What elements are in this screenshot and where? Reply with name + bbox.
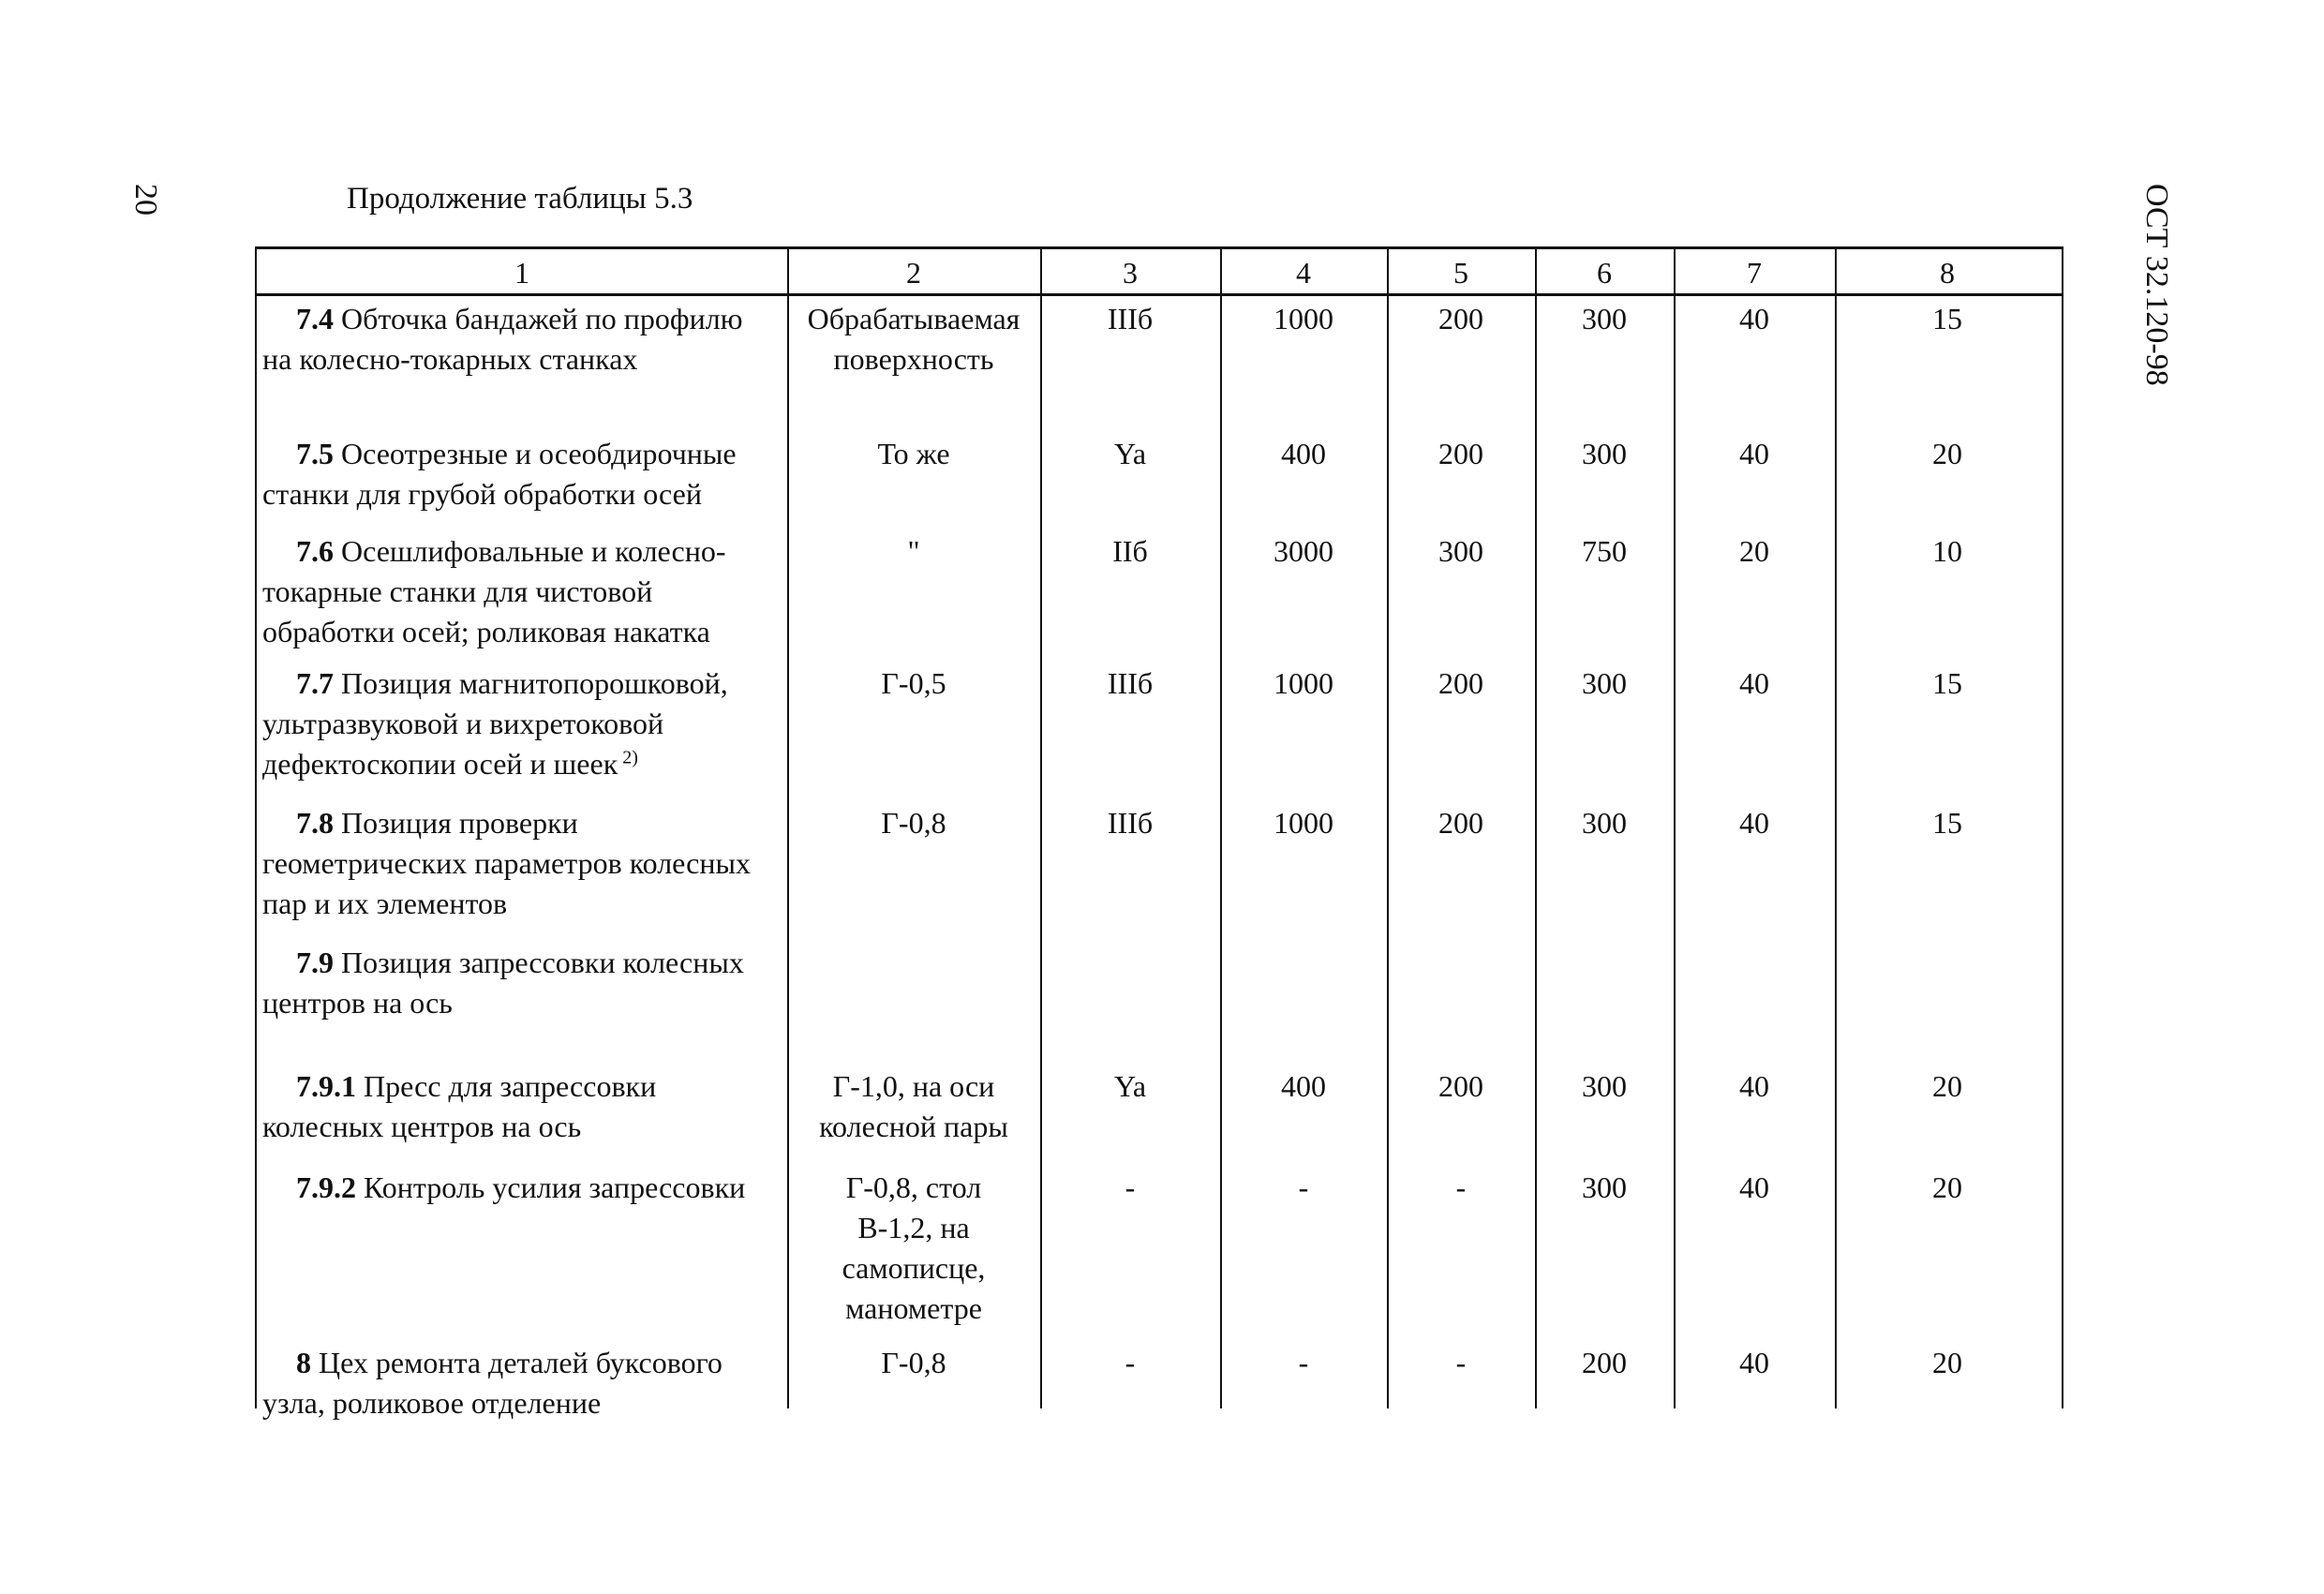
- column-header: 4: [1296, 256, 1311, 290]
- column-header: 3: [1123, 256, 1138, 290]
- value-cell-c3: IIб: [1112, 534, 1148, 568]
- row-description: 7.9.2 Контроль усилия запрессовки: [296, 1170, 746, 1204]
- value-cell-c7: 40: [1739, 666, 1769, 700]
- value-cell-c4: 400: [1281, 437, 1326, 470]
- row-description: 7.7 Позиция магнитопорошковой, ультразвуковой и вихретоковой дефектоскопии осей и шеек $^{2)}$: [262, 666, 728, 781]
- value-cell-c8: 20: [1932, 1069, 1962, 1103]
- value-cell-c4: 1000: [1274, 806, 1333, 840]
- item-number: 7.9: [296, 946, 334, 979]
- table-header: [257, 249, 2062, 296]
- lighting-plane: Г-0,8: [881, 806, 946, 840]
- value-cell-c6: 300: [1582, 1069, 1627, 1103]
- lighting-plane: Г-0,8, стол В-1,2, на самописце, манометре: [842, 1170, 986, 1325]
- value-cell-c8: 15: [1932, 806, 1962, 840]
- value-cell-c6: 300: [1582, 1170, 1627, 1204]
- footnote-marker: 2): [618, 747, 638, 768]
- column-header: 2: [906, 256, 921, 290]
- lighting-plane: Г-0,5: [881, 666, 946, 700]
- row-description: 8 Цех ремонта деталей буксового узла, роликовое отделение: [262, 1346, 723, 1420]
- lighting-plane: Обрабатываемая поверхность: [807, 302, 1020, 376]
- value-cell-c8: 20: [1932, 1170, 1962, 1204]
- value-cell-c3: Ya: [1113, 437, 1147, 470]
- item-number: 7.8: [296, 806, 334, 840]
- value-cell-c5: 200: [1438, 666, 1483, 700]
- item-number: 7.9.1: [296, 1069, 356, 1103]
- item-number: 7.9.2: [296, 1170, 356, 1204]
- value-cell-c8: 10: [1932, 534, 1962, 568]
- value-cell-c5: -: [1455, 1170, 1467, 1204]
- value-cell-c4: -: [1298, 1170, 1309, 1204]
- value-cell-c7: 40: [1739, 806, 1769, 840]
- value-cell-c3: IIIб: [1107, 666, 1154, 700]
- item-number: 7.6: [296, 534, 334, 568]
- lighting-plane: Г-1,0, на оси колесной пары: [819, 1069, 1008, 1143]
- value-cell-c7: 40: [1739, 302, 1769, 335]
- value-cell-c7: 40: [1739, 1069, 1769, 1103]
- row-description: 7.8 Позиция проверки геометрических параметров колесных пар и их элементов: [262, 806, 751, 920]
- value-cell-c6: 300: [1582, 437, 1627, 470]
- table-caption: Продолжение таблицы 5.3: [347, 182, 693, 216]
- lighting-plane: Г-0,8: [881, 1346, 946, 1379]
- value-cell-c3: IIIб: [1107, 302, 1154, 335]
- lighting-plane: ": [907, 534, 920, 568]
- value-cell-c5: 200: [1438, 302, 1483, 335]
- row-description: 7.9.1 Пресс для запрессовки колесных центров на ось: [262, 1069, 657, 1143]
- value-cell-c4: 3000: [1274, 534, 1333, 568]
- row-description: 7.9 Позиция запрессовки колесных центров на ось: [262, 946, 744, 1020]
- value-cell-c4: 1000: [1274, 302, 1333, 335]
- column-header: 6: [1597, 256, 1612, 290]
- column-header: 5: [1453, 256, 1468, 290]
- value-cell-c8: 15: [1932, 666, 1962, 700]
- value-cell-c3: -: [1125, 1346, 1136, 1379]
- value-cell-c5: 300: [1438, 534, 1483, 568]
- row-description: 7.5 Осеотрезные и осеобдирочные станки для грубой обработки осей: [262, 437, 737, 511]
- row-description: 7.6 Осешлифовальные и колесно- токарные станки для чистовой обработки осей; роликовая накатка: [262, 534, 726, 648]
- value-cell-c5: 200: [1438, 1069, 1483, 1103]
- value-cell-c6: 750: [1582, 534, 1627, 568]
- page-number: 20: [128, 184, 163, 216]
- value-cell-c4: 1000: [1274, 666, 1333, 700]
- value-cell-c6: 200: [1582, 1346, 1627, 1379]
- item-number: 7.5: [296, 437, 334, 470]
- value-cell-c3: Ya: [1113, 1069, 1147, 1103]
- item-number: 8: [296, 1346, 311, 1379]
- row-description: 7.4 Обточка бандажей по профилю на колесно-токарных станках: [262, 302, 743, 376]
- data-table: [255, 246, 2063, 1420]
- value-cell-c7: 40: [1739, 1346, 1769, 1379]
- item-number: 7.4: [296, 302, 334, 335]
- value-cell-c5: 200: [1438, 437, 1483, 470]
- value-cell-c7: 20: [1739, 534, 1769, 568]
- value-cell-c7: 40: [1739, 1170, 1769, 1204]
- value-cell-c5: -: [1455, 1346, 1467, 1379]
- value-cell-c4: 400: [1281, 1069, 1326, 1103]
- column-header: 7: [1747, 256, 1762, 290]
- value-cell-c3: IIIб: [1107, 806, 1154, 840]
- value-cell-c8: 20: [1932, 1346, 1962, 1379]
- value-cell-c4: -: [1298, 1346, 1309, 1379]
- value-cell-c5: 200: [1438, 806, 1483, 840]
- document-code: ОСТ 32.120-98: [2139, 184, 2174, 386]
- column-header: 1: [514, 256, 529, 290]
- value-cell-c6: 300: [1582, 302, 1627, 335]
- value-cell-c6: 300: [1582, 666, 1627, 700]
- lighting-plane: То же: [877, 437, 950, 470]
- value-cell-c7: 40: [1739, 437, 1769, 470]
- column-header: 8: [1940, 256, 1955, 290]
- value-cell-c8: 15: [1932, 302, 1962, 335]
- value-cell-c6: 300: [1582, 806, 1627, 840]
- value-cell-c8: 20: [1932, 437, 1962, 470]
- value-cell-c3: -: [1125, 1170, 1136, 1204]
- item-number: 7.7: [296, 666, 334, 700]
